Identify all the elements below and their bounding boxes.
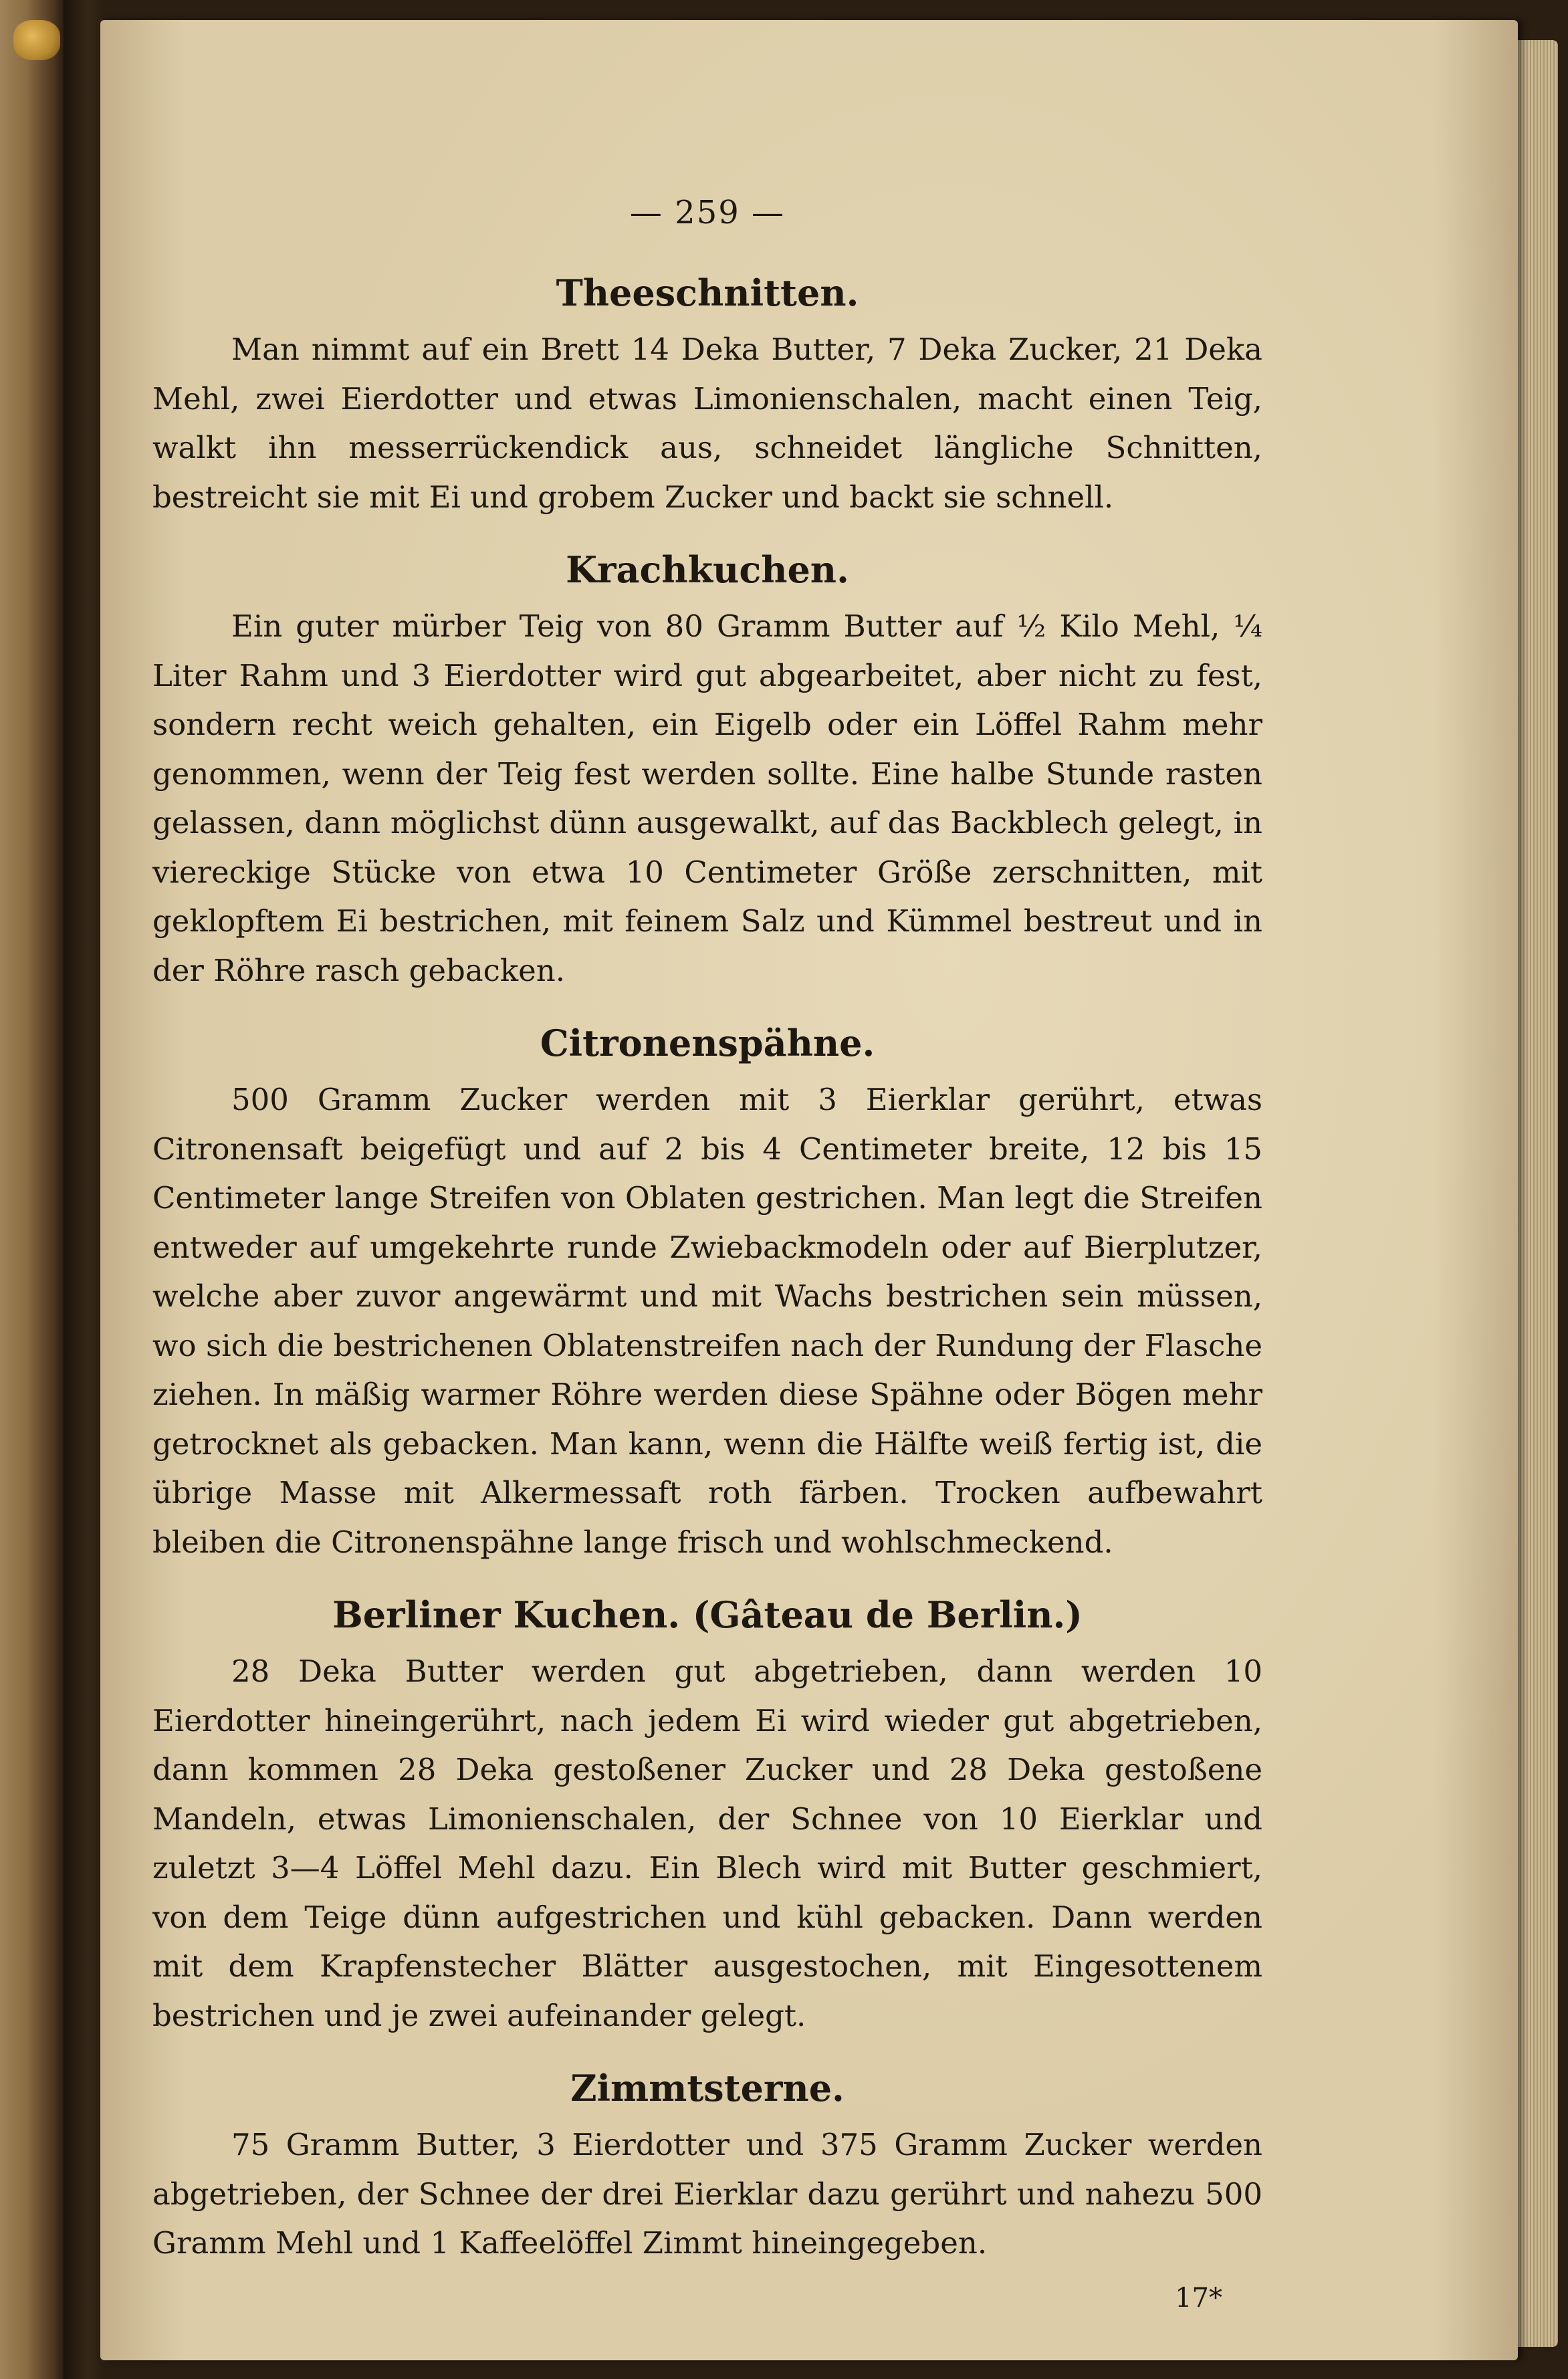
- recipe-section: [152, 271, 1262, 522]
- section-gap: [152, 2055, 1262, 2067]
- section-gap: [152, 536, 1262, 548]
- recipe-section: [152, 1593, 1262, 2040]
- recipe-heading: Zimmtsterne.: [570, 2067, 845, 2110]
- book-spine: [0, 0, 64, 2379]
- page-edges: [1518, 40, 1558, 2347]
- recipe-paragraph: Man nimmt auf ein Brett 14 Deka Butter, 7 Deka Zucker, 21 Deka Mehl, zwei Eierdotter und etwas Limonienschalen, macht einen Teig, walkt ihn messerrückendick aus, schneidet längliche Schnitten, bestreicht sie mit Ei und grobem Zucker und backt sie schnell.: [152, 332, 1262, 515]
- recipe-heading: Krachkuchen.: [566, 548, 849, 591]
- recipe-paragraph: 28 Deka Butter werden gut abgetrieben, dann werden 10 Eierdotter hineingerührt, nach jedem Ei wird wieder gut abgetrieben, dann kommen 28 Deka gestoßener Zucker und 28 Deka gestoßene Mandeln, etwas Limonienschalen, der Schnee von 10 Eierklar und zuletzt 3—4 Löffel Mehl dazu. Ein Blech wird mit Butter geschmiert, von dem Teige dünn aufgestrichen und kühl gebacken. Dann werden mit dem Krapfenstecher Blätter ausgestochen, mit Eingesottenem bestrichen und je zwei aufeinander gelegt.: [152, 1654, 1262, 2033]
- recipe-paragraph: 500 Gramm Zucker werden mit 3 Eierklar gerührt, etwas Citronensaft beigefügt und auf 2 bis 4 Centimeter breite, 12 bis 15 Centimeter lange Streifen von Oblaten gestrichen. Man legt die Streifen entweder auf umgekehrte runde Zwiebackmodeln oder auf Bierplutzer, welche aber zuvor angewärmt und mit Wachs bestrichen sein müssen, wo sich die bestrichenen Oblatenstreifen nach der Rundung der Flasche ziehen. In mäßig warmer Röhre werden diese Spähne oder Bögen mehr getrocknet als gebacken. Man kann, wenn die Hälfte weiß fertig ist, die übrige Masse mit Alkermessaft roth färben. Trocken aufbewahrt bleiben die Citronenspähne lange frisch und wohlschmeckend.: [152, 1082, 1262, 1560]
- bookmark-bead: [13, 20, 60, 60]
- recipe-paragraph: 75 Gramm Butter, 3 Eierdotter und 375 Gramm Zucker werden abgetrieben, der Schnee der drei Eierklar dazu gerührt und nahezu 500 Gramm Mehl und 1 Kaffeelöffel Zimmt hineingegeben.: [152, 2127, 1262, 2261]
- recipe-heading: Citronenspähne.: [540, 1022, 875, 1064]
- recipe-section: [152, 548, 1262, 995]
- gutter-shadow: [64, 0, 104, 2379]
- page-text: [152, 194, 1262, 2313]
- recipe-heading: Berliner Kuchen. (Gâteau de Berlin.): [332, 1593, 1083, 1636]
- section-gap: [152, 1581, 1262, 1593]
- recipe-section: [152, 1022, 1262, 1567]
- recipe-paragraph: Ein guter mürber Teig von 80 Gramm Butter auf ½ Kilo Mehl, ¼ Liter Rahm und 3 Eierdotter wird gut abgearbeitet, aber nicht zu fest, sondern recht weich gehalten, ein Eigelb oder ein Löffel Rahm mehr genommen, wenn der Teig fest werden sollte. Eine halbe Stunde rasten gelassen, dann möglichst dünn ausgewalkt, auf das Backblech gelegt, in viereckige Stücke von etwa 10 Centimeter Größe zerschnitten, mit geklopftem Ei bestrichen, mit feinem Salz und Kümmel bestreut und in der Röhre rasch gebacken.: [152, 608, 1262, 988]
- section-gap: [152, 1010, 1262, 1022]
- page-number: — 259 —: [629, 194, 786, 231]
- signature-mark: 17*: [1175, 2282, 1222, 2313]
- recipe-section: [152, 2067, 1262, 2268]
- recipe-heading: Theeschnitten.: [556, 271, 859, 314]
